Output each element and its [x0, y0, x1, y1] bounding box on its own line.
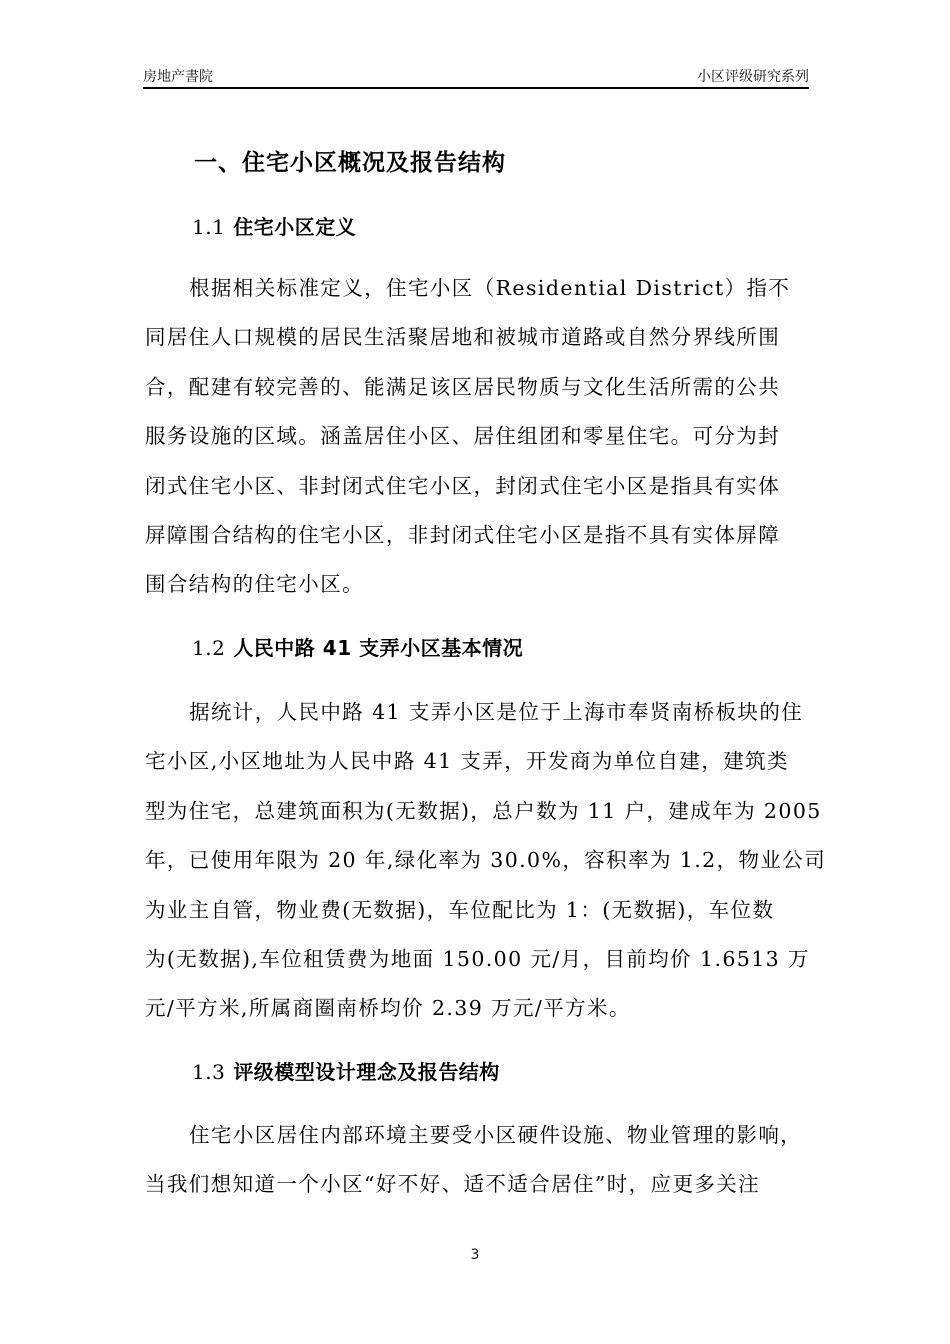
paragraph-line: 年，已使用年限为 20 年,绿化率为 30.0%，容积率为 1.2，物业公司	[145, 848, 827, 873]
paragraph-line: 服务设施的区域。涵盖居住小区、居住组团和零星住宅。可分为封	[145, 424, 781, 449]
paragraph-basic-info	[145, 688, 827, 1034]
header-divider	[143, 87, 809, 89]
paragraph-line: 同居住人口规模的居民生活聚居地和被城市道路或自然分界线所围	[145, 325, 781, 350]
paragraph-definition	[145, 264, 811, 610]
header-publisher: 房地产書院	[143, 69, 213, 85]
paragraph-rating-model	[145, 1111, 811, 1210]
page-header	[143, 67, 809, 87]
paragraph-line: 为(无数据),车位租赁费为地面 150.00 元/月，目前均价 1.6513 万	[145, 946, 810, 971]
paragraph-line: 根据相关标准定义，住宅小区（Residential District）指不	[189, 276, 791, 300]
paragraph-line: 宅小区,小区地址为人民中路 41 支弄，开发商为单位自建，建筑类	[145, 749, 789, 774]
paragraph-line: 元/平方米,所属商圈南桥均价 2.39 万元/平方米。	[145, 996, 631, 1021]
subsection-number: 1.2	[192, 636, 226, 660]
paragraph-line: 合，配建有较完善的、能满足该区居民物质与文化生活所需的公共	[145, 374, 781, 399]
section-title: 一、住宅小区概况及报告结构	[194, 150, 506, 176]
subsection-number: 1.3	[192, 1060, 226, 1084]
page-number: 3	[470, 1247, 480, 1263]
subsection-heading-1-1	[192, 212, 356, 242]
subsection-heading-1-3	[192, 1057, 500, 1087]
paragraph-line: 当我们想知道一个小区“好不好、适不适合居住”时，应更多关注	[145, 1172, 761, 1197]
paragraph-line: 闭式住宅小区、非封闭式住宅小区，封闭式住宅小区是指具有实体	[145, 473, 781, 498]
subsection-title: 住宅小区定义	[233, 215, 357, 239]
subsection-number: 1.1	[192, 215, 226, 239]
paragraph-line: 为业主自管，物业费(无数据)，车位配比为 1：(无数据)，车位数	[145, 897, 775, 922]
paragraph-line: 屏障围合结构的住宅小区，非封闭式住宅小区是指不具有实体屏障	[145, 522, 781, 547]
paragraph-line: 围合结构的住宅小区。	[145, 572, 364, 597]
header-series-title: 小区评级研究系列	[697, 69, 809, 85]
subsection-title: 人民中路 41 支弄小区基本情况	[233, 636, 524, 660]
subsection-heading-1-2	[192, 633, 523, 663]
paragraph-line: 住宅小区居住内部环境主要受小区硬件设施、物业管理的影响，	[189, 1123, 803, 1147]
paragraph-line: 据统计，人民中路 41 支弄小区是位于上海市奉贤南桥板块的住	[189, 700, 804, 724]
paragraph-line: 型为住宅，总建筑面积为(无数据)，总户数为 11 户，建成年为 2005	[145, 798, 822, 823]
subsection-title: 评级模型设计理念及报告结构	[233, 1060, 500, 1084]
